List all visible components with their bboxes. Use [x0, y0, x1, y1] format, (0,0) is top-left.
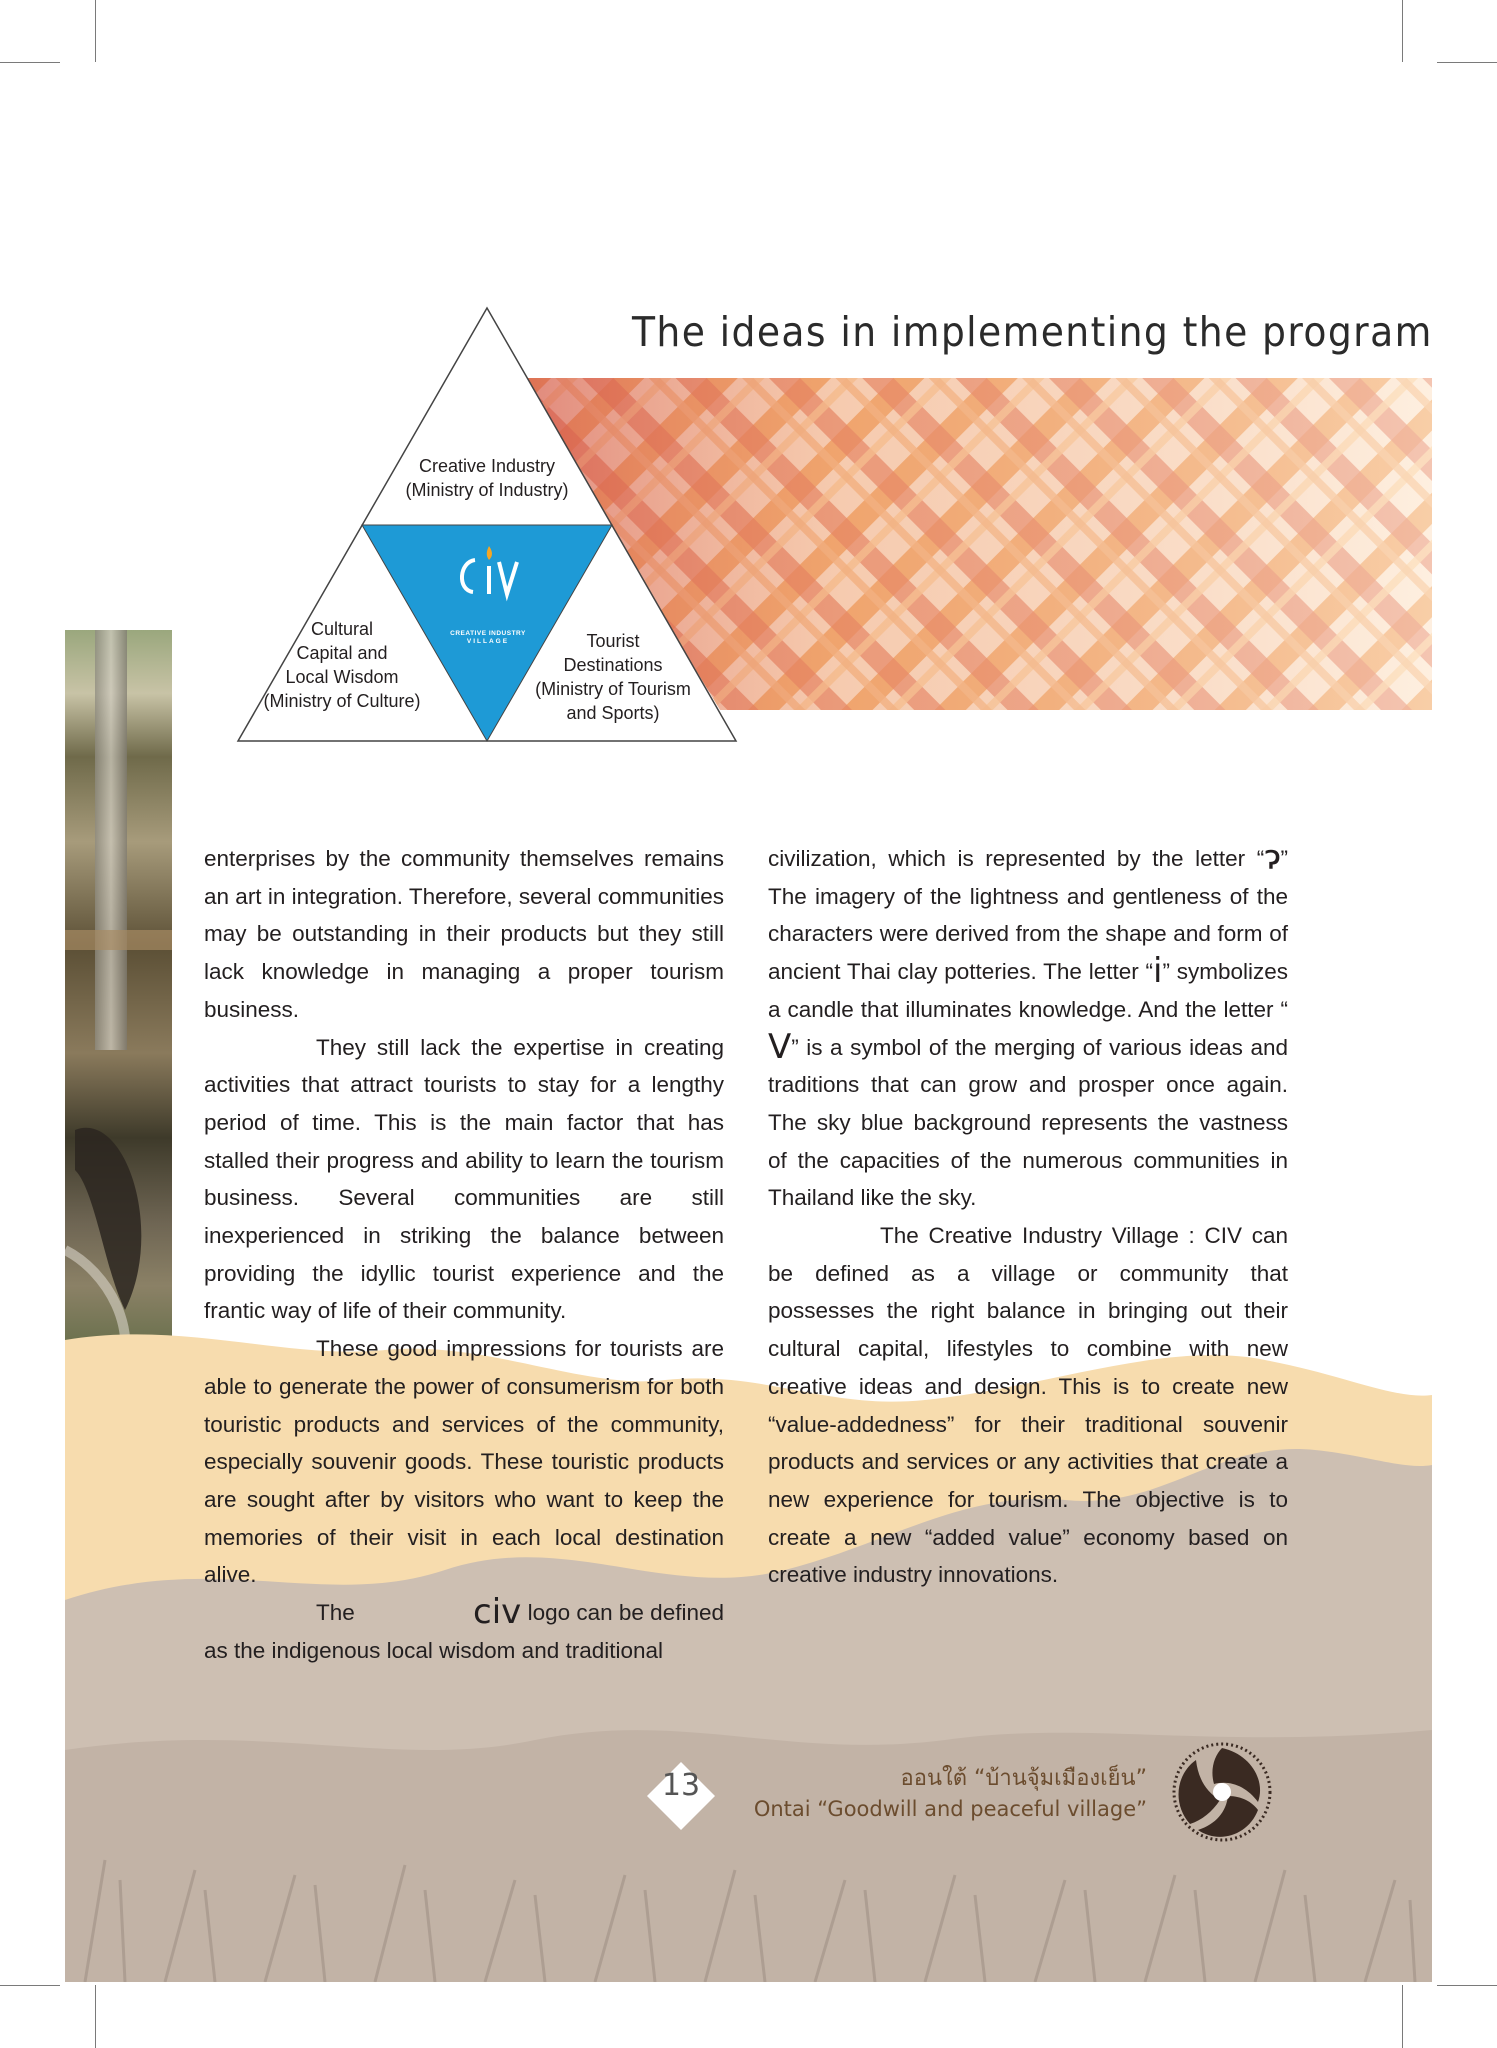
paragraph: enterprises by the community themselves remains an art in integration. Therefore, several communities may be outstanding in their products but they still lack knowledge in managing a proper tourism business.	[204, 846, 724, 1022]
crop-mark	[1402, 0, 1403, 62]
crop-mark	[0, 1985, 60, 1986]
crop-mark	[95, 0, 96, 62]
logo-subtitle: CREATIVE INDUSTRY VILLAGE	[450, 630, 526, 645]
paragraph: They still lack the expertise in creating activities that attract tourists to stay for a lengthy period of time. This is the main factor that has stalled their progress and ability to learn the tourism business. Several communities are still inexperienced in striking the balance between providing the idyllic tourist experience and the frantic way of life of their community.	[204, 1034, 724, 1324]
crop-mark	[1437, 1985, 1497, 1986]
civ-triangle-diagram	[230, 300, 750, 750]
letter-i-glyph: i	[1152, 951, 1163, 992]
civ-logo-icon	[445, 540, 535, 620]
letter-v-glyph: V	[768, 1026, 792, 1067]
civ-inline-logo: civ	[473, 1592, 522, 1633]
paragraph: These good impressions for tourists are able to generate the power of consumerism for both touristic products and services of the community, especially souvenir goods. These touristic products are sought after by visitors who want to keep the memories of their visit in each local destination alive.	[204, 1336, 724, 1588]
right-column	[768, 840, 1288, 1594]
letter-c-glyph: ɂ	[1264, 838, 1281, 878]
paragraph: The Creative Industry Village : CIV can be defined as a village or community that possesses the right balance in bringing out their cultural capital, lifestyles to combine with new creative ideas and design. This is to create new “value-addedness” for their traditional souvenir products and services or any activities that create a new experience for tourism. The objective is to create a new “added value” economy based on creative industry innovations.	[768, 1223, 1288, 1588]
paragraph: The civ logo can be defined as the indigenous local wisdom and traditional	[204, 1592, 724, 1663]
crop-mark	[1402, 1985, 1403, 2048]
crop-mark	[1437, 62, 1497, 63]
footer-title-thai: ออนใต้ “บ้านจุ้มเมืองเย็น”	[900, 1766, 1147, 1791]
section-heading: The ideas in implementing the program	[632, 308, 1433, 356]
left-column	[204, 840, 724, 1669]
paragraph: civilization, which is represented by the letter “ɂ” The imagery of the lightness and gentleness of the characters were derived from the shape and form of ancient Thai clay potteries. The letter “i” symbolizes a candle that illuminates knowledge. And the letter “V” is a symbol of the merging of various ideas and traditions that can grow and prosper once again. The sky blue background represents the vastness of the capacities of the numerous communities in Thailand like the sky.	[768, 838, 1288, 1211]
crop-mark	[95, 1985, 96, 2048]
label-cultural-capital: Cultural Capital and Local Wisdom (Ministry of Culture)	[263, 619, 421, 711]
label-tourist-destinations: Tourist Destinations (Ministry of Tourism and Sports)	[535, 631, 691, 723]
crop-mark	[0, 62, 60, 63]
village-emblem-icon	[1170, 1740, 1275, 1845]
label-creative-industry: Creative Industry (Ministry of Industry)	[405, 456, 569, 500]
footer-title-english: Ontai “Goodwill and peaceful village”	[753, 1797, 1147, 1821]
page-number: 13	[661, 1768, 701, 1803]
